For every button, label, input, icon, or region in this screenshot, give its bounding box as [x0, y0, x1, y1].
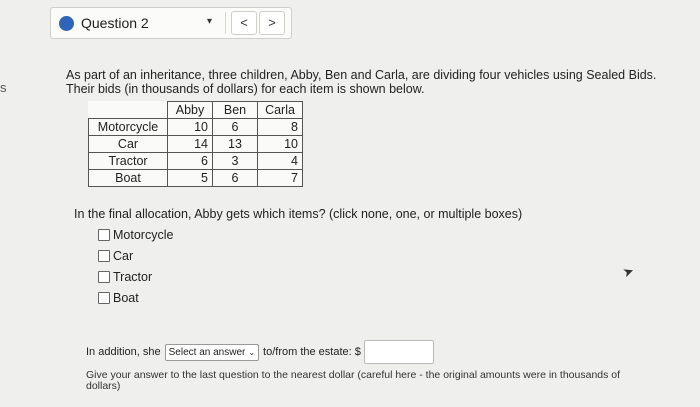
table-cell: 8 [258, 119, 303, 136]
column-header: Ben [213, 102, 258, 119]
table-cell: 10 [168, 119, 213, 136]
table-cell: 6 [168, 153, 213, 170]
option-label: Car [113, 248, 134, 263]
option-tractor[interactable] [98, 266, 173, 287]
table-cell: 7 [258, 170, 303, 187]
table-row [89, 119, 303, 136]
option-label: Tractor [113, 269, 153, 284]
option-boat[interactable] [98, 287, 173, 308]
row-header: Boat [89, 170, 168, 187]
answer-select[interactable] [165, 344, 259, 361]
allocation-question: In the final allocation, Abby gets which items? (click none, one, or multiple boxes) [74, 207, 523, 221]
status-dot-icon [59, 16, 74, 31]
chevron-down-icon: ⌄ [248, 347, 256, 357]
question-prompt [66, 68, 676, 96]
table-row [89, 136, 303, 153]
option-list [98, 224, 173, 308]
left-edge-fragment: s [0, 80, 7, 95]
bids-table [88, 101, 303, 187]
checkbox[interactable] [98, 250, 110, 262]
option-motorcycle[interactable] [98, 224, 173, 245]
addition-row [86, 340, 434, 364]
chevron-down-icon[interactable]: ▾ [207, 16, 213, 27]
checkbox[interactable] [98, 271, 110, 283]
divider [225, 12, 226, 34]
table-cell: 6 [213, 170, 258, 187]
table-cell: 4 [258, 153, 303, 170]
row-header: Tractor [89, 153, 168, 170]
row-header: Car [89, 136, 168, 153]
option-label: Boat [113, 290, 139, 305]
table-cell: 13 [213, 136, 258, 153]
select-value: Select an answer [168, 346, 246, 358]
mouse-pointer-icon: ➤ [620, 262, 636, 281]
question-nav-bar [50, 7, 292, 39]
column-header: Abby [168, 102, 213, 119]
table-header-row [89, 102, 303, 119]
checkbox[interactable] [98, 292, 110, 304]
table-cell: 6 [213, 119, 258, 136]
table-cell: 5 [168, 170, 213, 187]
rounding-note: Give your answer to the last question to the nearest dollar (careful here - the original amounts were in thousands of dollars) [86, 369, 621, 392]
addition-prefix: In addition, she [86, 346, 161, 358]
prompt-line-1: As part of an inheritance, three children, Abby, Ben and Carla, are dividing four vehicles using Sealed Bids. [66, 68, 657, 82]
table-row [89, 153, 303, 170]
addition-suffix: to/from the estate: $ [263, 346, 361, 358]
option-label: Motorcycle [113, 227, 174, 242]
option-car[interactable] [98, 245, 173, 266]
checkbox[interactable] [98, 229, 110, 241]
table-cell: 10 [258, 136, 303, 153]
next-question-button[interactable]: > [259, 11, 285, 35]
amount-input[interactable] [364, 340, 434, 364]
table-row [89, 170, 303, 187]
column-header: Carla [258, 102, 303, 119]
table-cell: 14 [168, 136, 213, 153]
row-header: Motorcycle [89, 119, 168, 136]
prompt-line-2: Their bids (in thousands of dollars) for each item is shown below. [66, 82, 425, 96]
prev-question-button[interactable]: < [231, 11, 257, 35]
question-label[interactable]: Question 2 [81, 15, 149, 31]
header-blank-cell [89, 102, 168, 119]
table-cell: 3 [213, 153, 258, 170]
